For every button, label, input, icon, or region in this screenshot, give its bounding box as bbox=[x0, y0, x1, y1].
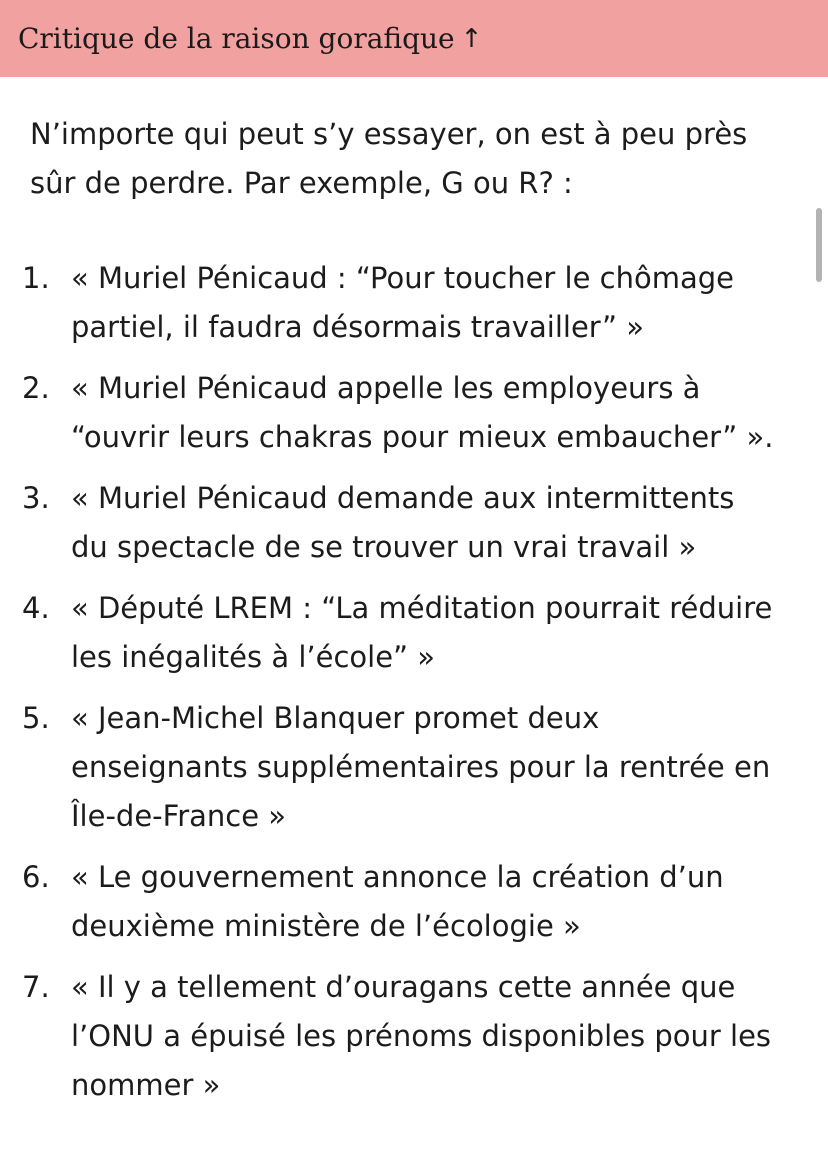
list-item-text: « Député LREM : “La méditation pourrait réduire les inégalités à l’école” » bbox=[71, 591, 773, 674]
list-item bbox=[0, 584, 800, 682]
list-item-number: 3. bbox=[22, 481, 50, 515]
list-item-text: « Jean-Michel Blanquer promet deux enseignants supplémentaires pour la rentrée en Île-de-France » bbox=[71, 701, 771, 833]
arrow-up-icon[interactable]: ↑ bbox=[460, 23, 483, 54]
headline-list bbox=[0, 254, 800, 1122]
list-item bbox=[0, 254, 800, 352]
intro-paragraph: N’importe qui peut s’y essayer, on est à peu près sûr de perdre. Par exemple, G ou R? : bbox=[30, 117, 748, 200]
section-title[interactable]: Critique de la raison gorafique bbox=[18, 22, 455, 55]
list-item-text: « Il y a tellement d’ouragans cette année que l’ONU a épuisé les prénoms disponibles pour les nommer » bbox=[71, 970, 772, 1102]
list-item-text: « Muriel Pénicaud demande aux intermittents du spectacle de se trouver un vrai travail » bbox=[71, 481, 735, 564]
list-item-text: « Le gouvernement annonce la création d’un deuxième ministère de l’écologie » bbox=[71, 860, 724, 943]
list-item-text: « Muriel Pénicaud appelle les employeurs à “ouvrir leurs chakras pour mieux embaucher” ». bbox=[71, 371, 774, 454]
list-item bbox=[0, 364, 800, 462]
list-item-number: 2. bbox=[22, 371, 50, 405]
list-item-text: « Muriel Pénicaud : “Pour toucher le chômage partiel, il faudra désormais travailler” » bbox=[71, 261, 735, 344]
list-item-number: 5. bbox=[22, 701, 50, 735]
list-item bbox=[0, 853, 800, 951]
list-item-number: 7. bbox=[22, 970, 50, 1004]
list-item bbox=[0, 694, 800, 841]
list-item-number: 4. bbox=[22, 591, 50, 625]
list-item-number: 6. bbox=[22, 860, 50, 894]
section-header-bar[interactable] bbox=[0, 0, 828, 77]
list-item bbox=[0, 474, 800, 572]
article-content bbox=[0, 77, 828, 1172]
scrollbar-thumb[interactable] bbox=[816, 208, 822, 282]
list-item bbox=[0, 963, 800, 1110]
list-item-number: 1. bbox=[22, 261, 50, 295]
